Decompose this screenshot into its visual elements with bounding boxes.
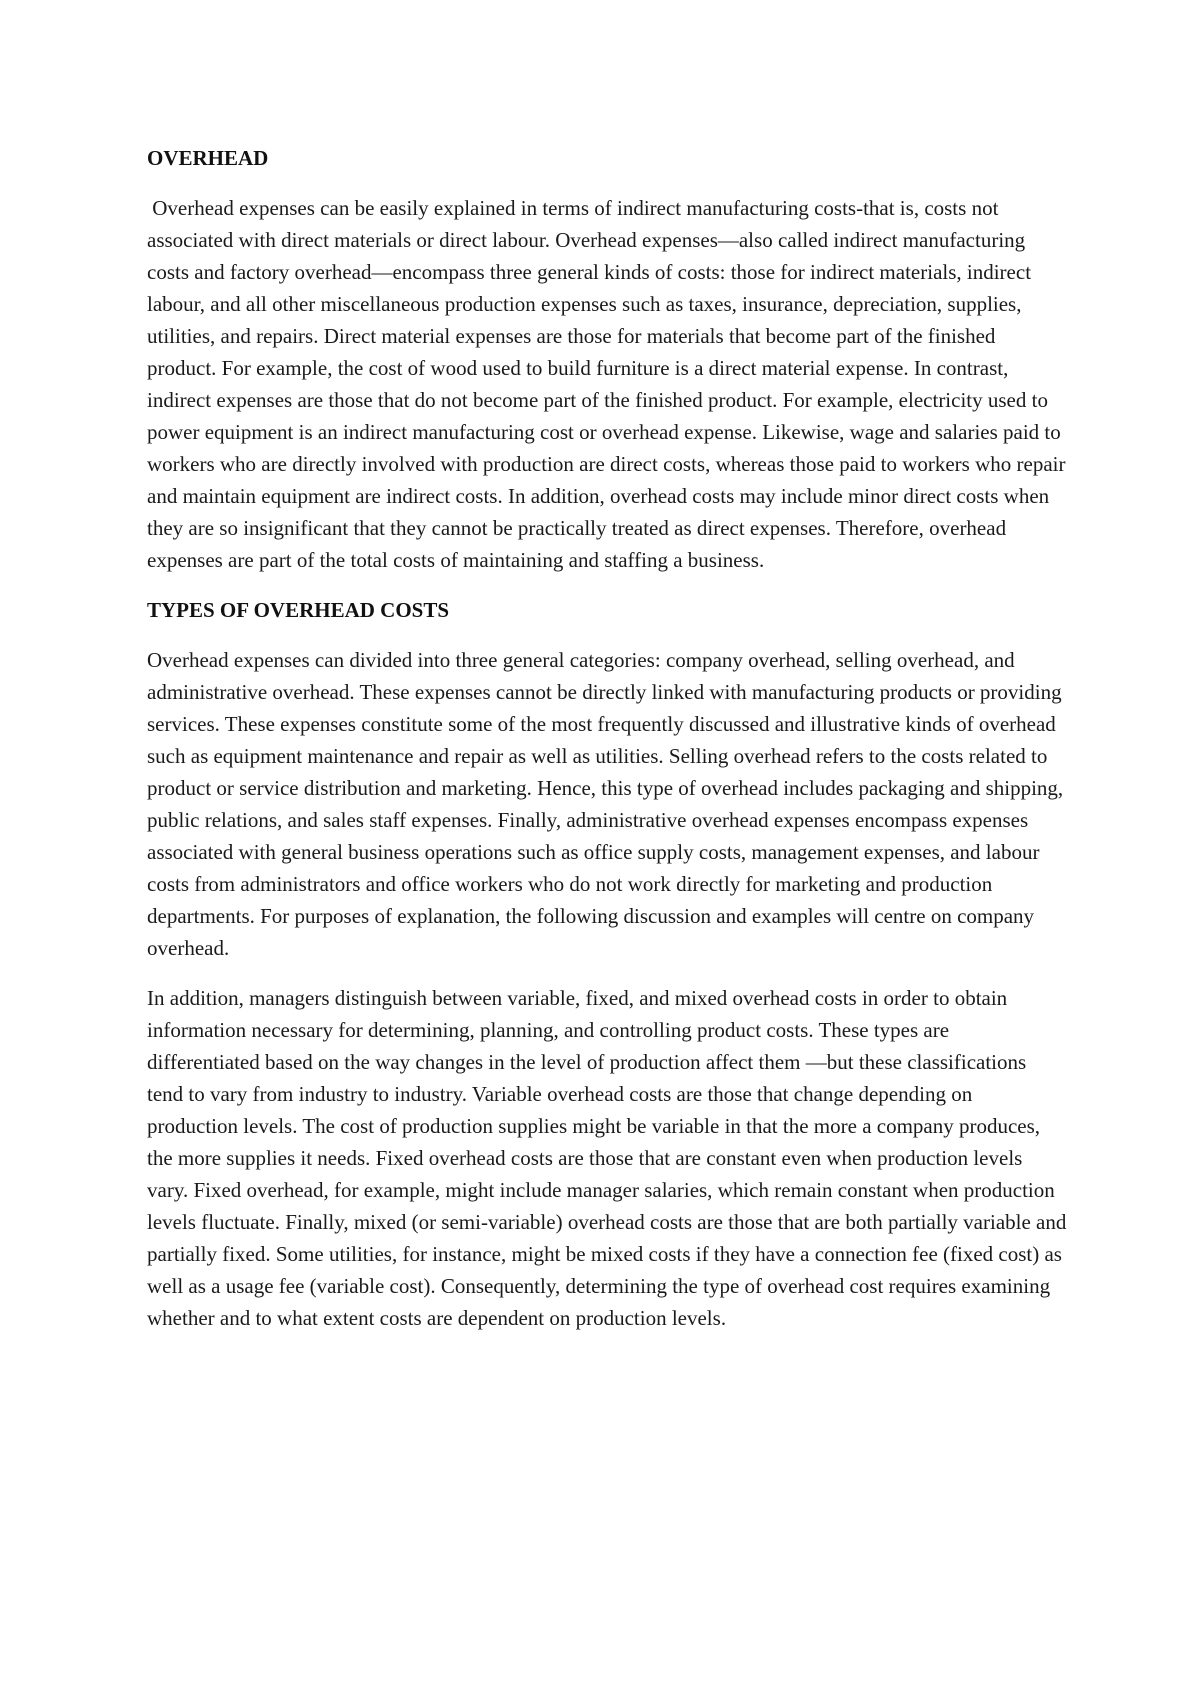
- paragraph-variable-fixed-mixed: In addition, managers distinguish between variable, fixed, and mixed overhead costs in order to obtain information necessary for determining, planning, and controlling product costs. These types are differentiated based on the way changes in the level of production affect them —but these classifications tend to vary from industry to industry. Variable overhead costs are those that change depending on production levels. The cost of production supplies might be variable in that the more a company produces, the more supplies it needs. Fixed overhead costs are those that are constant even when production levels vary. Fixed overhead, for example, might include manager salaries, which remain constant when production levels fluctuate. Finally, mixed (or semi-variable) overhead costs are those that are both partially variable and partially fixed. Some utilities, for instance, might be mixed costs if they have a connection fee (fixed cost) as well as a usage fee (variable cost). Consequently, determining the type of overhead cost requires examining whether and to what extent costs are dependent on production levels.: [147, 986, 1067, 1330]
- document-body: [147, 142, 1071, 1334]
- paragraph-overhead-categories: Overhead expenses can divided into three general categories: company overhead, selling overhead, and administrative overhead. These expenses cannot be directly linked with manufacturing products or providing services. These expenses constitute some of the most frequently discussed and illustrative kinds of overhead such as equipment maintenance and repair as well as utilities. Selling overhead refers to the costs related to product or service distribution and marketing. Hence, this type of overhead includes packaging and shipping, public relations, and sales staff expenses. Finally, administrative overhead expenses encompass expenses associated with general business operations such as office supply costs, management expenses, and labour costs from administrators and office workers who do not work directly for marketing and production departments. For purposes of explanation, the following discussion and examples will centre on company overhead.: [147, 648, 1064, 960]
- paragraph-overhead-definition: Overhead expenses can be easily explained in terms of indirect manufacturing costs-that is, costs not associated with direct materials or direct labour. Overhead expenses—also called indirect manufacturing costs and factory overhead—encompass three general kinds of costs: those for indirect materials, indirect labour, and all other miscellaneous production expenses such as taxes, insurance, depreciation, supplies, utilities, and repairs. Direct material expenses are those for materials that become part of the finished product. For example, the cost of wood used to build furniture is a direct material expense. In contrast, indirect expenses are those that do not become part of the finished product. For example, electricity used to power equipment is an indirect manufacturing cost or overhead expense. Likewise, wage and salaries paid to workers who are directly involved with production are direct costs, whereas those paid to workers who repair and maintain equipment are indirect costs. In addition, overhead costs may include minor direct costs when they are so insignificant that they cannot be practically treated as direct expenses. Therefore, overhead expenses are part of the total costs of maintaining and staffing a business.: [147, 196, 1071, 572]
- heading-overhead: OVERHEAD: [147, 146, 269, 170]
- heading-types-of-overhead-costs: TYPES OF OVERHEAD COSTS: [147, 598, 450, 622]
